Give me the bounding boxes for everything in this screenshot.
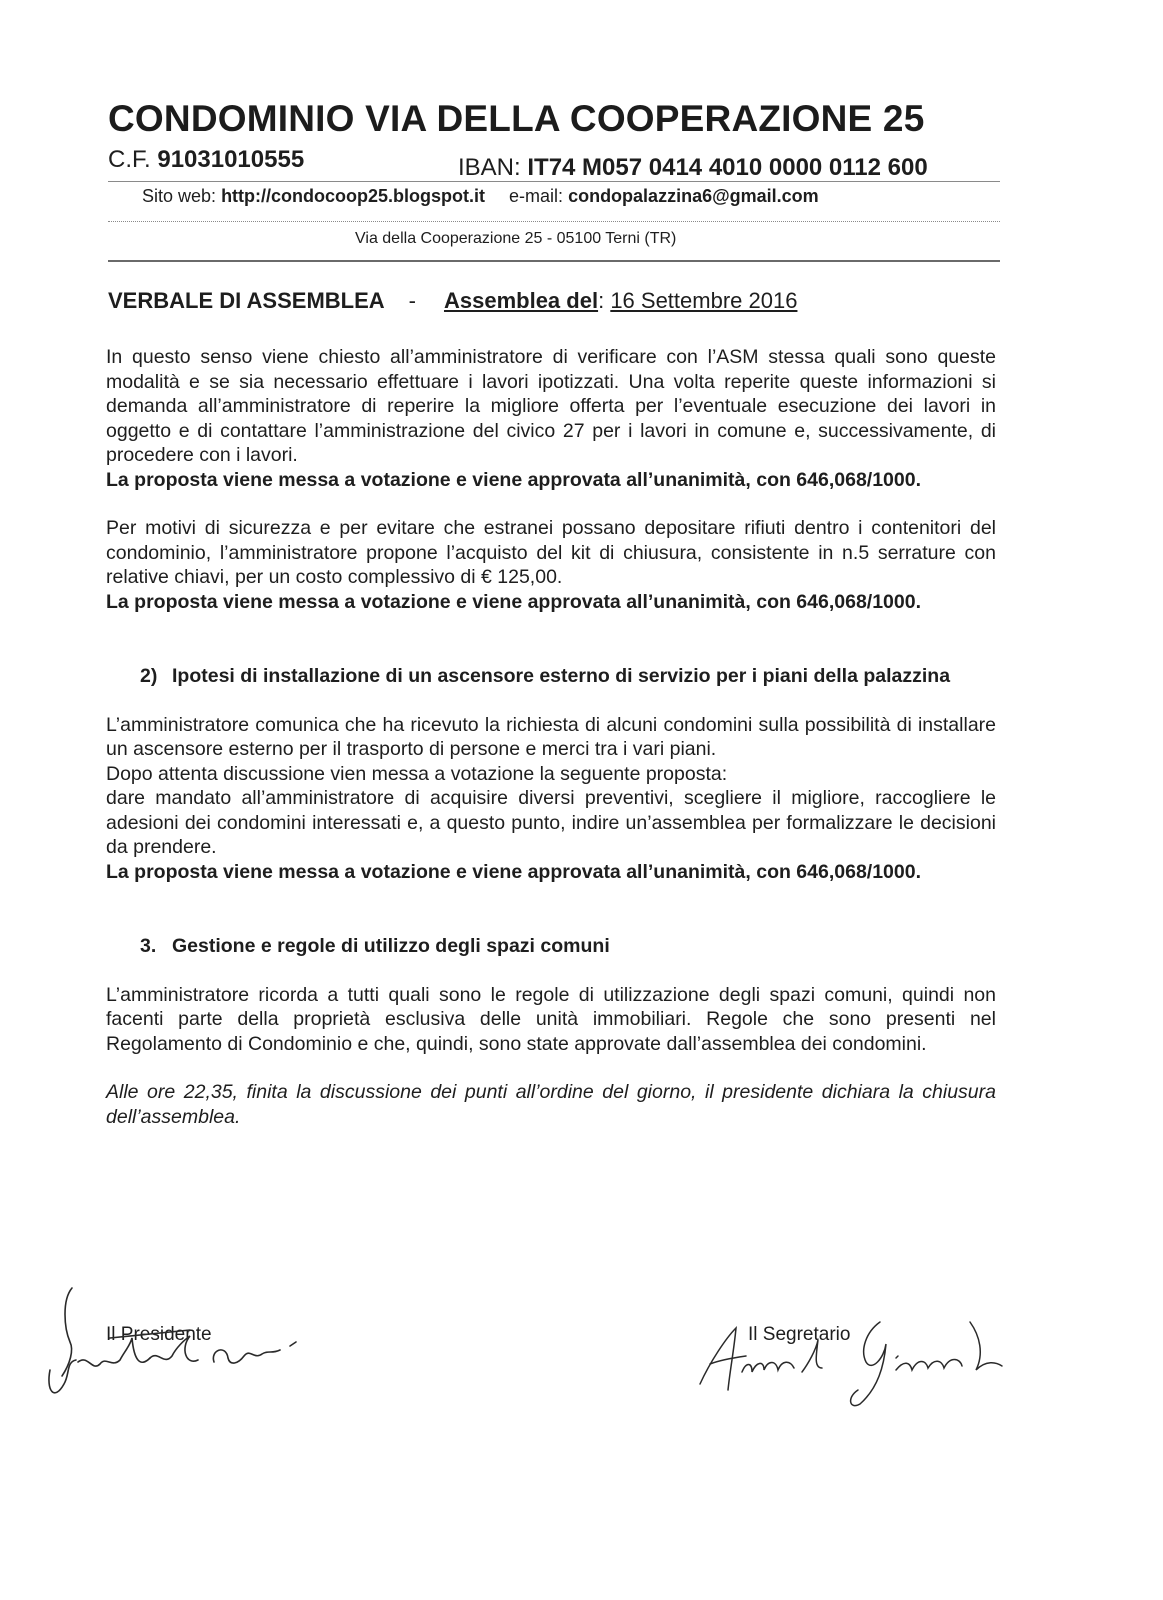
paragraph-discussion: Dopo attenta discussione vien messa a votazione la seguente proposta: xyxy=(106,762,728,785)
agenda-item-3 xyxy=(140,934,996,959)
paragraph-lock-kit: Per motivi di sicurezza e per evitare che estranei possano depositare rifiuti dentro i contenitori del condominio, l’amministratore propone l’acquisto del kit di chiusura, consistente in n.5 serrature con relative chiavi, per un costo complessivo di € 125,00. xyxy=(106,517,996,588)
address: Via della Cooperazione 25 - 05100 Terni (TR) xyxy=(355,230,677,247)
secretary-signature xyxy=(690,1310,1020,1410)
contact-line xyxy=(142,186,819,207)
paragraph-asm: In questo senso viene chiesto all’amministratore di verificare con l’ASM stessa quali sono queste modalità e se sia necessario effettuare i lavori ipotizzati. Una volta reperite queste informazioni si demanda all’amministratore di reperire la migliore offerta per l’eventuale esecuzione dei lavori in oggetto e di contattare l’amministrazione del civico 27 per i lavori in comune e, successivamente, di procedere con i lavori. xyxy=(106,346,996,466)
agenda-item-number: 3. xyxy=(140,935,157,957)
vote-result: La proposta viene messa a votazione e viene approvata all’unanimità, con 646,068/1000. xyxy=(106,590,922,613)
paragraph-elevator-request: L’amministratore comunica che ha ricevuto la richiesta di alcuni condomini sulla possibilità di installare un ascensore esterno per il trasporto di persone e merci tra i vari piani. xyxy=(106,713,996,760)
minutes-title: VERBALE DI ASSEMBLEA xyxy=(108,288,385,313)
vote-result: La proposta viene messa a votazione e viene approvata all’unanimità, con 646,068/1000. xyxy=(106,468,922,491)
iban xyxy=(458,154,928,182)
heading-dash: - xyxy=(408,288,416,313)
fiscal-row xyxy=(108,146,1008,180)
paragraph-proposal: dare mandato all’amministratore di acquisire diversi preventivi, scegliere il migliore, raccogliere le adesioni dei condomini interessati e, a questo punto, indire un’assemblea per formalizzare le decisioni da prendere. xyxy=(106,787,996,858)
contact-divider xyxy=(108,221,1000,222)
secretary-label: Il Segretario xyxy=(748,1324,851,1345)
condominium-title: CONDOMINIO VIA DELLA COOPERAZIONE 25 xyxy=(108,98,925,139)
paragraph-common-spaces: L’amministratore ricorda a tutti quali sono le regole di utilizzazione degli spazi comuni, quindi non facenti parte della proprietà esclusiva delle unità immobiliari. Regole che sono presenti nel Regolamento di Condominio e che, quindi, sono state approvate dall’assemblea dei condomini. xyxy=(106,983,996,1055)
address-divider xyxy=(108,260,1000,262)
cf-value: 91031010555 xyxy=(157,146,305,173)
assembly-label: Assemblea del xyxy=(443,288,599,313)
cf-label: C.F. xyxy=(108,146,151,173)
agenda-item-number: 2) xyxy=(140,665,158,687)
minutes-heading xyxy=(108,288,797,314)
web-link[interactable]: http://condocoop25.blogspot.it xyxy=(221,186,486,206)
email-label: e-mail: xyxy=(509,186,564,206)
fiscal-code xyxy=(108,146,304,174)
header-divider xyxy=(108,181,1000,182)
iban-value: IT74 M057 0414 4010 0000 0112 600 xyxy=(527,154,928,181)
closing-statement: Alle ore 22,35, finita la discussione dei punti all’ordine del giorno, il presidente dichiara la chiusura dell’assemblea. xyxy=(106,1081,996,1128)
vote-result: La proposta viene messa a votazione e viene approvata all’unanimità, con 646,068/1000. xyxy=(106,860,922,883)
assembly-date: 16 Settembre 2016 xyxy=(610,288,798,313)
letterhead xyxy=(108,98,1008,180)
agenda-item-title: Ipotesi di installazione di un ascensore esterno di servizio per i piani della palazzina xyxy=(172,665,951,687)
assembly-colon: : xyxy=(598,288,605,313)
president-label: Il Presidente xyxy=(106,1324,212,1345)
president-signature xyxy=(40,1280,320,1420)
iban-label: IBAN: xyxy=(458,154,521,181)
agenda-item-title: Gestione e regole di utilizzo degli spazi comuni xyxy=(172,935,610,957)
web-label: Sito web: xyxy=(142,186,217,206)
agenda-item-2 xyxy=(140,664,996,689)
minutes-body xyxy=(106,345,996,1129)
email-link[interactable]: condopalazzina6@gmail.com xyxy=(568,186,819,206)
